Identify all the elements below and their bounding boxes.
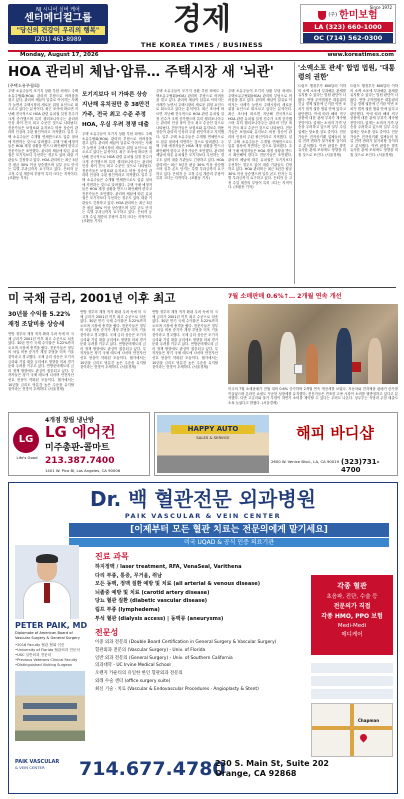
red-box-line: 초음파, 진단, 수술 등	[326, 594, 378, 600]
service-item: 뇌졸중 예방 및 치료 (carotid artery disease)	[95, 589, 210, 596]
doctor-hair	[36, 554, 58, 563]
doctor-bio-line: •University of Florida 혈관외과 전문의	[15, 648, 80, 652]
left-ad-brand: 센터메디컬그룹	[24, 13, 92, 24]
services-section-title: 진료 과목	[95, 552, 129, 561]
bodyshop-headline: 해피 바디샵	[296, 424, 374, 442]
lead-body-col3: 주택 소유주들이 모기지 상환 부담 외에도 주택소유주협회(HOA) 관리비 부담으로 어려움을 겪고 있다. 관리비 체납이 압류로 이어지는 사례가 늘면서 주택시장의 새로운 위험 요인으로 떠오르고 있다는 분석이다. 최근 조사에 따르면 지난해 전국적으로 HOA 관련 유치권 설정 건수가 크게 증가했으며 특히 캘리포니아주는 관리비 인상 폭이 전국 최고 수준인 것으로 나타났다. 전문가들은 보험료와 유지보수 비용 상승이 관리비 인상의 주된 원인이라고 지적했다. 일부 주택 소유주들은 수개월 연체만으로도 압류 절차에 직면하는 것으로 알려졌다. 주택 구매 예정자들은 HOA 재정 상황을 반드시 확인해야 한다고 전문가들은 조언했다. 관리비 체납에 따른 유치권은 모기지보다 우선하는 경우도 있어 대출 기관들도 긴장하고 있다. HOA 관리비는 최근 5년간 평균 30% 이상 상승했으며 일부 콘도 단지는 특별 부과금까지 요구하고 있다. 은퇴자 등 고정 수입 계층의 부담이 특히 크다는 지적이다. (조환동 기자)	[156, 89, 224, 181]
happy-bodyshop-ad[interactable]	[154, 412, 398, 476]
insurance-red-box	[311, 575, 393, 655]
shopper-figure	[248, 340, 262, 384]
shopper-figure	[368, 338, 382, 384]
right-ad-la: LA (323) 660-1000	[303, 22, 393, 32]
right-ad-brand-prefix: (주)	[328, 12, 338, 18]
affiliation-logo	[311, 689, 393, 699]
rates-body-col1: 연방 정부의 재정 적자 확대 우려 속에 미 국채 금리가 2001년 이후 최고 수준으로 치솟았다. 30년 만기 국채 수익률은 5.22%까지 오르며 시장에 충격을 줬다. 전문가들은 정부의 차입 비용 증가가 재정 부담을 더욱 키울 것이라고 경고했다. 국채 금리 상승은 모기지 금리와 기업 대출 금리에도 영향을 미쳐 경기 둔화 우려를 키우고 있다. 연방준비제도의 금리 정책 방향에도 관심이 집중되고 있다. 투자자들은 장기 국채 매도에 나서며 안전자산 선호 현상이 약화된 모습이다. 월가에서는 10년물 금리도 당분간 높은 수준을 유지할 것이라는 전망이 우세하다. (서울경제)	[8, 332, 74, 392]
map-road	[350, 704, 354, 757]
service-item: 당뇨 혈관 질환 (diabetic vascular disease)	[95, 598, 208, 605]
expertise-item: 혈관외과 전문의 (Vascular Surgery) - Univ. of Florida	[95, 647, 206, 653]
paik-ad-banner: [이제부터 모든 혈관 치료는 전문의에게 맡기세요]	[69, 523, 389, 537]
lead-body-col2: 주택 소유주들이 모기지 상환 부담 외에도 주택소유주협회(HOA) 관리비 부담으로 어려움을 겪고 있다. 관리비 체납이 압류로 이어지는 사례가 늘면서 주택시장의 새로운 위험 요인으로 떠오르고 있다는 분석이다. 최근 조사에 따르면 지난해 전국적으로 HOA 관련 유치권 설정 건수가 크게 증가했으며 특히 캘리포니아주는 관리비 인상 폭이 전국 최고 수준인 것으로 나타났다. 전문가들은 보험료와 유지보수 비용 상승이 관리비 인상의 주된 원인이라고 지적했다. 일부 주택 소유주들은 수개월 연체만으로도 압류 절차에 직면하는 것으로 알려졌다. 주택 구매 예정자들은 HOA 재정 상황을 반드시 확인해야 한다고 전문가들은 조언했다. 관리비 체납에 따른 유치권은 모기지보다 우선하는 경우도 있어 대출 기관들도 긴장하고 있다. HOA 관리비는 최근 5년간 평균 30% 이상 상승했으며 일부 콘도 단지는 특별 부과금까지 요구하고 있다. 은퇴자 등 고정 수입 계층의 부담이 특히 크다는 지적이다. (조환동 기자)	[82, 132, 152, 224]
doctor-bio-line: •Distinguished Visiting Surgeon	[15, 663, 73, 667]
service-item: 투석 혈관 (dialysis access) | 동맥류 (aneurysms)	[95, 615, 224, 622]
section-divider	[8, 287, 396, 288]
section-subtitle: THE KOREA TIMES / BUSINESS	[140, 41, 264, 49]
paik-ad-title: Dr. 백 혈관전문 외과병원	[90, 487, 316, 511]
site-url[interactable]: www.koreatimes.com	[327, 52, 394, 58]
map-label: Chapman	[358, 718, 380, 723]
rates-body-col3: 연방 정부의 재정 적자 확대 우려 속에 미 국채 금리가 2001년 이후 최고 수준으로 치솟았다. 30년 만기 국채 수익률은 5.22%까지 오르며 시장에 충격을 줬다. 전문가들은 정부의 차입 비용 증가가 재정 부담을 더욱 키울 것이라고 경고했다. 국채 금리 상승은 모기지 금리와 기업 대출 금리에도 영향을 미쳐 경기 둔화 우려를 키우고 있다. 연방준비제도의 금리 정책 방향에도 관심이 집중되고 있다. 투자자들은 장기 국채 매도에 나서며 안전자산 선호 현상이 약화된 모습이다. 월가에서는 10년물 금리도 당분간 높은 수준을 유지할 것이라는 전망이 우세하다. (서울경제)	[152, 310, 218, 370]
paik-address	[215, 759, 329, 779]
paik-address-line2: Orange, CA 92868	[215, 769, 297, 778]
expertise-list	[95, 639, 305, 694]
service-item: 다리 부종, 통증, 무거움, 쥐남	[95, 572, 163, 579]
doctor-bio-line: •USC 일반외과 전문의	[15, 653, 52, 657]
lg-aircon-ad[interactable]	[8, 412, 150, 476]
paik-ad-title-en: PAIK VASCULAR & VEIN CENTER	[124, 512, 282, 520]
shopping-bag	[352, 362, 361, 372]
paik-vascular-ad[interactable]	[8, 482, 398, 794]
doctor-photo	[15, 545, 79, 619]
lg-logo-text: LG	[18, 434, 34, 445]
lead-body-col4: 주택 소유주들이 모기지 상환 부담 외에도 주택소유주협회(HOA) 관리비 부담으로 어려움을 겪고 있다. 관리비 체납이 압류로 이어지는 사례가 늘면서 주택시장의 새로운 위험 요인으로 떠오르고 있다는 분석이다. 최근 조사에 따르면 지난해 전국적으로 HOA 관련 유치권 설정 건수가 크게 증가했으며 특히 캘리포니아주는 관리비 인상 폭이 전국 최고 수준인 것으로 나타났다. 전문가들은 보험료와 유지보수 비용 상승이 관리비 인상의 주된 원인이라고 지적했다. 일부 주택 소유주들은 수개월 연체만으로도 압류 절차에 직면하는 것으로 알려졌다. 주택 구매 예정자들은 HOA 재정 상황을 반드시 확인해야 한다고 전문가들은 조언했다. 관리비 체납에 따른 유치권은 모기지보다 우선하는 경우도 있어 대출 기관들도 긴장하고 있다. HOA 관리비는 최근 5년간 평균 30% 이상 상승했으며 일부 콘도 단지는 특별 부과금까지 요구하고 있다. 은퇴자 등 고정 수입 계층의 부담이 특히 크다는 지적이다. (조환동 기자)	[228, 89, 292, 190]
lg-brand-sub: Life's Good	[16, 455, 38, 460]
lg-ad-headline: 4개점 창립 냉난방	[45, 417, 94, 424]
left-ad-tagline: "당신의 건강이 우리의 행복"	[11, 26, 105, 35]
lg-ad-product: LG 에어컨	[45, 423, 116, 441]
doctor-credentials	[15, 631, 89, 640]
doctor-bio	[15, 643, 91, 668]
right-ad-brand: 한미보험	[339, 10, 378, 21]
bodyshop-sign: HAPPY AUTO	[171, 425, 255, 434]
bodyshop-sign-sub: SALES & SERVICE	[196, 435, 230, 440]
map-pin-icon	[359, 733, 369, 743]
lg-ad-phone: 213.387.7400	[45, 456, 115, 466]
paik-ad-banner-sub: 미국 UQAD & 공식 인증 의료기관	[69, 538, 389, 547]
bodyshop-address: 2600 W. Venice Blvd., LA, CA 90019	[271, 459, 340, 464]
affiliation-logo	[311, 663, 393, 673]
red-box-line: 각종 혈관	[337, 582, 367, 590]
paik-logo-sub: & VEIN CENTER	[15, 765, 45, 770]
rates-body-col2: 연방 정부의 재정 적자 확대 우려 속에 미 국채 금리가 2001년 이후 최고 수준으로 치솟았다. 30년 만기 국채 수익률은 5.22%까지 오르며 시장에 충격을 줬다. 전문가들은 정부의 차입 비용 증가가 재정 부담을 더욱 키울 것이라고 경고했다. 국채 금리 상승은 모기지 금리와 기업 대출 금리에도 영향을 미쳐 경기 둔화 우려를 키우고 있다. 연방준비제도의 금리 정책 방향에도 관심이 집중되고 있다. 투자자들은 장기 국채 매도에 나서며 안전자산 선호 현상이 약화된 모습이다. 월가에서는 10년물 금리도 당분간 높은 수준을 유지할 것이라는 전망이 우세하다. (서울경제)	[80, 310, 146, 370]
lg-logo	[13, 427, 39, 453]
shopping-street-photo	[228, 304, 398, 384]
doctor-bio-line: •Previous Veterans Clinical Faculty	[15, 658, 78, 662]
left-ad-line1: NJ 시니어 실버 케어	[36, 7, 80, 13]
section-title: 경제	[173, 2, 231, 37]
paik-logo	[15, 759, 75, 770]
service-item: 림프 부종 (lymphedema)	[95, 606, 160, 613]
rates-subhead-1: 30년물 수익률 5.22%	[8, 311, 71, 318]
expertise-item: 오렌지 카운티의 유일한 한인 혈관외과 전문의	[95, 671, 183, 677]
rates-subhead-2: 재정 조달비용 상승세	[8, 321, 65, 328]
doctor-name: PETER PAIK, MD	[15, 621, 88, 630]
service-item: 모든 동맥, 정맥 질환 예방 및 치료 (all arterial & venous disease)	[95, 581, 261, 588]
retail-body: 미국의 7월 소매판매가 전월 대비 0.6% 증가하며 2개월 연속 개선세를 보였다. 자동차와 전자제품 판매가 증가를 이끌었으며 온라인 쇼핑도 꾸준한 성장세를 유지했다. 전문가들은 견조한 고용 시장이 소비를 뒷받침하고 있다고 분석했다. 다만 고금리와 물가 부담이 하반기 소비를 제약할 수 있다는 우려도 나온다. 상무부는 식당과 주점 매출도 소폭 늘었다고 밝혔다. (서울경제)	[228, 387, 398, 405]
expertise-item: 의과대학 - UC Irvine Medical School	[95, 663, 171, 669]
services-list	[95, 563, 305, 623]
left-ad-phone: (201) 461-8989	[34, 36, 82, 43]
lead-subhead-3: 가주, 전국 최고 수준 주정	[82, 112, 146, 118]
red-box-line: Medi-Medi	[337, 623, 367, 629]
issue-date: Monday, August 17, 2026	[20, 52, 99, 58]
expertise-section-title: 전문성	[95, 628, 119, 637]
lead-body-col1: 주택 소유주들이 모기지 상환 부담 외에도 주택소유주협회(HOA) 관리비 부담으로 어려움을 겪고 있다. 관리비 체납이 압류로 이어지는 사례가 늘면서 주택시장의 새로운 위험 요인으로 떠오르고 있다는 분석이다. 최근 조사에 따르면 지난해 전국적으로 HOA 관련 유치권 설정 건수가 크게 증가했으며 특히 캘리포니아주는 관리비 인상 폭이 전국 최고 수준인 것으로 나타났다. 전문가들은 보험료와 유지보수 비용 상승이 관리비 인상의 주된 원인이라고 지적했다. 일부 주택 소유주들은 수개월 연체만으로도 압류 절차에 직면하는 것으로 알려졌다. 주택 구매 예정자들은 HOA 재정 상황을 반드시 확인해야 한다고 전문가들은 조언했다. 관리비 체납에 따른 유치권은 모기지보다 우선하는 경우도 있어 대출 기관들도 긴장하고 있다. HOA 관리비는 최근 5년간 평균 30% 이상 상승했으며 일부 콘도 단지는 특별 부과금까지 요구하고 있다. 은퇴자 등 고정 수입 계층의 부담이 특히 크다는 지적이다. (조환동 기자)	[8, 89, 78, 181]
right-ad-oc: OC (714) 562-0300	[303, 33, 393, 43]
lead-subheads	[82, 90, 152, 130]
lead-subhead-2: 지난해 유치권만 총 38만건	[82, 102, 150, 108]
shopping-bag	[294, 364, 303, 374]
lg-ad-sub: 미주총판-콜마트	[45, 443, 110, 453]
shopper-figure	[280, 332, 296, 384]
right-ad-since: Since 1972	[369, 5, 392, 10]
red-box-line: 각종 HMO, PPO 보험	[321, 613, 383, 620]
paik-address-line1: 230 S. Main St, Suite 202	[215, 759, 329, 768]
shield-icon	[318, 11, 326, 20]
hospital-affiliation-logos	[311, 663, 393, 699]
side-headline[interactable]: '소액소포 관세' 합법 법원, '대통령의 권한'	[298, 64, 396, 81]
paik-logo-name: PAIK VASCULAR	[15, 759, 60, 765]
doctor-cred-line: Vascular Surgery & General Surgery	[15, 635, 80, 640]
lead-headline[interactable]: HOA 관리비 체납·압류… 주택시장 새 '뇌관'	[8, 64, 274, 80]
location-map[interactable]	[311, 703, 393, 757]
bodyshop-phone: (323)731-4700	[341, 458, 380, 474]
expertise-item: 최신 기술 · 치료 (Vascular & Endovascular Procedures · Angioplasty & Stent)	[95, 686, 259, 692]
right-masthead-ad[interactable]	[300, 4, 396, 44]
side-body-col1: 트럼프 행정부가 800달러 이하의 소액 소포에 부과해온 관세를 유지할 수 있다는 법원 판단이 나왔다. 연방 무역법원은 대통령의 긴급 경제 권한에 근거한 이번 조치가 법적 권한 범위 안에 있다고 판단했다. 이에 따라 해외 직구 상품에 대한 관세 부과가 계속될 전망이다. 업계는 소비자 가격 상승을 우려하고 있으며 일부 수입업체는 항소를 검토 중이다. 전문가들은 전자상거래 업체들의 물류 전략 변화가 불가피할 것이라고 분석했다. 이번 판결은 향후 유사한 관세 조치에도 영향을 미칠 것으로 보인다. (서울경제)	[298, 84, 346, 157]
paik-phone[interactable]: 714.677.4780	[79, 758, 226, 780]
shopper-figure	[336, 328, 352, 384]
doctor-tie	[44, 583, 50, 603]
bodyshop-photo	[157, 415, 269, 473]
expertise-item: 외래 수술 센터 (office surgery suite)	[95, 678, 171, 684]
doctor-cred-line: Diplomate of American Board of	[15, 631, 73, 635]
red-box-line: 메디케어	[341, 632, 363, 638]
column-rule	[294, 62, 295, 284]
lead-subhead-4: HOA, 우실 우려 경쟁 대출	[82, 122, 149, 128]
affiliation-logo	[311, 676, 393, 686]
side-body-col2: 트럼프 행정부가 800달러 이하의 소액 소포에 부과해온 관세를 유지할 수 있다는 법원 판단이 나왔다. 연방 무역법원은 대통령의 긴급 경제 권한에 근거한 이번 조치가 법적 권한 범위 안에 있다고 판단했다. 이에 따라 해외 직구 상품에 대한 관세 부과가 계속될 전망이다. 업계는 소비자 가격 상승을 우려하고 있으며 일부 수입업체는 항소를 검토 중이다. 전문가들은 전자상거래 업체들의 물류 전략 변화가 불가피할 것이라고 분석했다. 이번 판결은 향후 유사한 관세 조치에도 영향을 미칠 것으로 보인다. (서울경제)	[350, 84, 398, 157]
clinic-building-photo	[15, 671, 85, 741]
rates-headline[interactable]: 미 국채 금리, 2001년 이후 최고	[8, 291, 176, 305]
red-box-line: 전문의가 직접	[333, 603, 371, 610]
building-window-row	[23, 715, 77, 721]
doctor-bio-line: •2016 Faculty 혈관 협회 인증	[15, 643, 65, 647]
shopper-figure	[306, 344, 318, 384]
lead-byline: (주택소유주협회)	[8, 83, 40, 88]
expertise-item: 이중 외과 전문의 (Double Board Certification in General Surgery & Vascular Surgery)	[95, 640, 277, 645]
retail-headline[interactable]: 7월 소매판매 0.6%↑… 2개월 연속 개선	[228, 293, 342, 300]
expertise-item: 일반 외과 전문의 (General Surgery) - Univ. of Southern California	[95, 655, 233, 661]
lead-subhead-1: 모기지보다 더 가파른 상승	[82, 92, 148, 98]
service-item: 하지정맥 / laser treatment, RFA, VenaSeal, Varithena	[95, 564, 242, 570]
building-window-row	[23, 703, 77, 709]
lg-ad-address: 1401 W. Pico Bl, Los Angeles, CA 90006	[45, 468, 121, 473]
date-rule	[8, 60, 396, 61]
